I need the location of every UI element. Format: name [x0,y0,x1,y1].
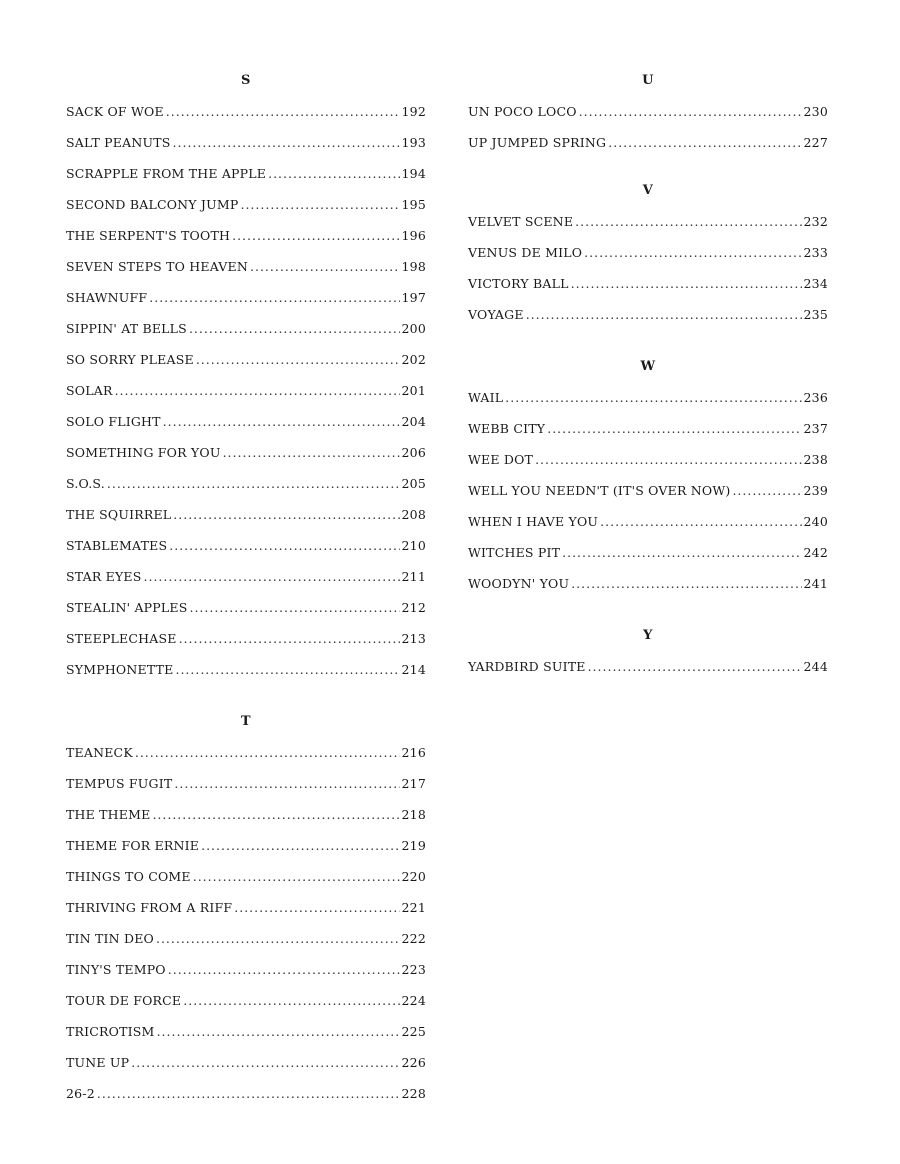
index-entry [66,1047,426,1078]
entry-page: 193 [401,135,426,150]
entry-page: 208 [401,507,426,522]
entry-title: THRIVING FROM A RIFF [66,900,233,915]
dot-leader [250,251,400,282]
index-entry [66,251,426,282]
index-entry [468,444,828,475]
entry-title: WEBB CITY [468,421,546,436]
section-gap [66,685,426,707]
index-entry [66,861,426,892]
index-entry [468,299,828,330]
dot-leader [189,592,399,623]
entry-page: 201 [401,383,426,398]
entry-title: SEVEN STEPS TO HEAVEN [66,259,249,274]
dot-leader [107,468,400,499]
entry-page: 242 [803,545,828,560]
entry-page: 211 [401,569,426,584]
index-entry [468,506,828,537]
index-entry [66,499,426,530]
index-entry [66,530,426,561]
entry-title: WEE DOT [468,452,534,467]
index-entry [468,96,828,127]
dot-leader [166,96,400,127]
dot-leader [196,344,400,375]
entry-page: 200 [401,321,426,336]
dot-leader [579,96,802,127]
entry-title: YARDBIRD SUITE [468,659,586,674]
entry-title: TIN TIN DEO [66,931,154,946]
section-letter: Y [643,628,653,643]
section-letter: S [241,73,251,88]
dot-leader [179,623,400,654]
dot-leader [223,437,400,468]
entry-title: THINGS TO COME [66,869,191,884]
entry-title: VENUS DE MILO [468,245,583,260]
entry-page: 205 [401,476,426,491]
entry-title: TINY'S TEMPO [66,962,166,977]
entry-title: THE SERPENT'S TOOTH [66,228,231,243]
dot-leader [135,737,400,768]
entry-title: WELL YOU NEEDN'T (IT'S OVER NOW) [468,483,731,498]
dot-leader [526,299,802,330]
dot-leader [268,158,399,189]
index-entry [66,654,426,685]
entry-page: 223 [401,962,426,977]
dot-leader [149,282,399,313]
index-column-right [468,66,828,682]
index-section-s [66,66,426,685]
entry-page: 235 [803,307,828,322]
dot-leader [97,1078,400,1109]
entry-page: 238 [803,452,828,467]
entry-page: 225 [401,1024,426,1039]
entry-title: VICTORY BALL [468,276,569,291]
entry-page: 241 [803,576,828,591]
dot-leader [600,506,801,537]
section-letter: W [640,359,656,374]
index-entry [468,268,828,299]
entry-title: WITCHES PIT [468,545,561,560]
dot-leader [189,313,400,344]
entry-title: STEALIN' APPLES [66,600,188,615]
index-entry [66,344,426,375]
dot-leader [547,413,801,444]
dot-leader [562,537,801,568]
dot-leader [163,406,400,437]
entry-page: 202 [401,352,426,367]
entry-title: TEMPUS FUGIT [66,776,173,791]
index-entry [66,985,426,1016]
entry-title: TOUR DE FORCE [66,993,182,1008]
index-entry [468,651,828,682]
entry-page: 239 [803,483,828,498]
dot-leader [193,861,400,892]
entry-title: SOLAR [66,383,113,398]
section-letter: V [642,183,654,198]
entry-page: 212 [401,600,426,615]
dot-leader [131,1047,399,1078]
dot-leader [608,127,801,158]
entry-page: 192 [401,104,426,119]
section-letter: T [240,714,252,729]
dot-leader [174,768,399,799]
dot-leader [152,799,399,830]
dot-leader [157,1016,400,1047]
index-entry [66,282,426,313]
entry-page: 196 [401,228,426,243]
dot-leader [115,375,400,406]
index-entry [66,768,426,799]
entry-page: 244 [803,659,828,674]
index-column-left [66,66,426,1109]
entry-title: TEANECK [66,745,133,760]
entry-page: 210 [401,538,426,553]
entry-page: 237 [803,421,828,436]
entry-page: 224 [401,993,426,1008]
entry-page: 217 [401,776,426,791]
section-gap [468,599,828,621]
dot-leader [175,654,399,685]
entry-page: 206 [401,445,426,460]
entry-title: SIPPIN' AT BELLS [66,321,187,336]
entry-title: SOLO FLIGHT [66,414,161,429]
index-entry [66,592,426,623]
section-gap [468,330,828,352]
entry-title: SALT PEANUTS [66,135,171,150]
entry-title: THE THEME [66,807,151,822]
entry-page: 219 [401,838,426,853]
index-entry [66,830,426,861]
entry-page: 234 [803,276,828,291]
entry-title: STAR EYES [66,569,142,584]
entry-page: 232 [803,214,828,229]
dot-leader [588,651,802,682]
entry-page: 226 [401,1055,426,1070]
index-entry [66,437,426,468]
dot-leader [505,382,801,413]
entry-page: 220 [401,869,426,884]
dot-leader [240,189,399,220]
index-section-y [468,621,828,682]
index-entry [66,127,426,158]
index-entry [66,892,426,923]
entry-page: 216 [401,745,426,760]
index-entry [66,189,426,220]
entry-page: 228 [401,1086,426,1101]
entry-title: SACK OF WOE [66,104,164,119]
index-entry [468,127,828,158]
entry-page: 218 [401,807,426,822]
index-entry [468,537,828,568]
entry-title: SECOND BALCONY JUMP [66,197,239,212]
entry-title: WHEN I HAVE YOU [468,514,599,529]
index-section-t [66,707,426,1109]
dot-leader [169,530,399,561]
entry-page: 240 [803,514,828,529]
index-entry [66,96,426,127]
entry-page: 198 [401,259,426,274]
index-entry [66,737,426,768]
entry-title: THEME FOR ERNIE [66,838,200,853]
entry-title: WAIL [468,390,504,405]
entry-title: THE SQUIRREL [66,507,172,522]
dot-leader [156,923,400,954]
entry-page: 195 [401,197,426,212]
index-section-w [468,352,828,599]
dot-leader [571,268,802,299]
dot-leader [173,127,400,158]
dot-leader [584,237,801,268]
index-entry [66,1016,426,1047]
index-entry [66,954,426,985]
entry-title: SHAWNUFF [66,290,148,305]
index-entry [66,923,426,954]
entry-title: TRICROTISM [66,1024,155,1039]
entry-page: 214 [401,662,426,677]
index-entry [66,799,426,830]
index-entry [66,313,426,344]
index-entry [468,413,828,444]
entry-title: SYMPHONETTE [66,662,174,677]
dot-leader [535,444,801,475]
entry-page: 233 [803,245,828,260]
entry-title: STABLEMATES [66,538,168,553]
entry-title: TUNE UP [66,1055,130,1070]
dot-leader [571,568,801,599]
dot-leader [144,561,400,592]
index-entry [66,406,426,437]
entry-title: UN POCO LOCO [468,104,577,119]
index-entry [468,206,828,237]
index-entry [66,468,426,499]
section-letter: U [642,73,654,88]
section-gap [468,158,828,176]
entry-page: 222 [401,931,426,946]
entry-title: WOODYN' YOU [468,576,570,591]
entry-title: SCRAPPLE FROM THE APPLE [66,166,267,181]
dot-leader [232,220,399,251]
index-entry [66,158,426,189]
dot-leader [575,206,801,237]
dot-leader [183,985,399,1016]
dot-leader [201,830,399,861]
entry-page: 197 [401,290,426,305]
index-entry [66,375,426,406]
entry-title: STEEPLECHASE [66,631,177,646]
entry-title: VELVET SCENE [468,214,574,229]
entry-page: 230 [803,104,828,119]
index-entry [66,561,426,592]
index-entry [468,237,828,268]
entry-title: UP JUMPED SPRING [468,135,607,150]
entry-page: 227 [803,135,828,150]
entry-page: 204 [401,414,426,429]
index-entry [66,220,426,251]
entry-title: S.O.S. [66,476,105,491]
dot-leader [732,475,801,506]
entry-title: 26-2 [66,1086,95,1101]
entry-page: 221 [401,900,426,915]
dot-leader [168,954,400,985]
entry-page: 236 [803,390,828,405]
dot-leader [173,499,399,530]
entry-page: 213 [401,631,426,646]
entry-page: 194 [401,166,426,181]
index-entry [468,475,828,506]
index-section-v [468,176,828,330]
index-entry [66,1078,426,1109]
entry-title: SO SORRY PLEASE [66,352,194,367]
index-entry [468,568,828,599]
entry-title: SOMETHING FOR YOU [66,445,221,460]
index-section-u [468,66,828,158]
index-entry [66,623,426,654]
dot-leader [234,892,399,923]
index-entry [468,382,828,413]
entry-title: VOYAGE [468,307,524,322]
